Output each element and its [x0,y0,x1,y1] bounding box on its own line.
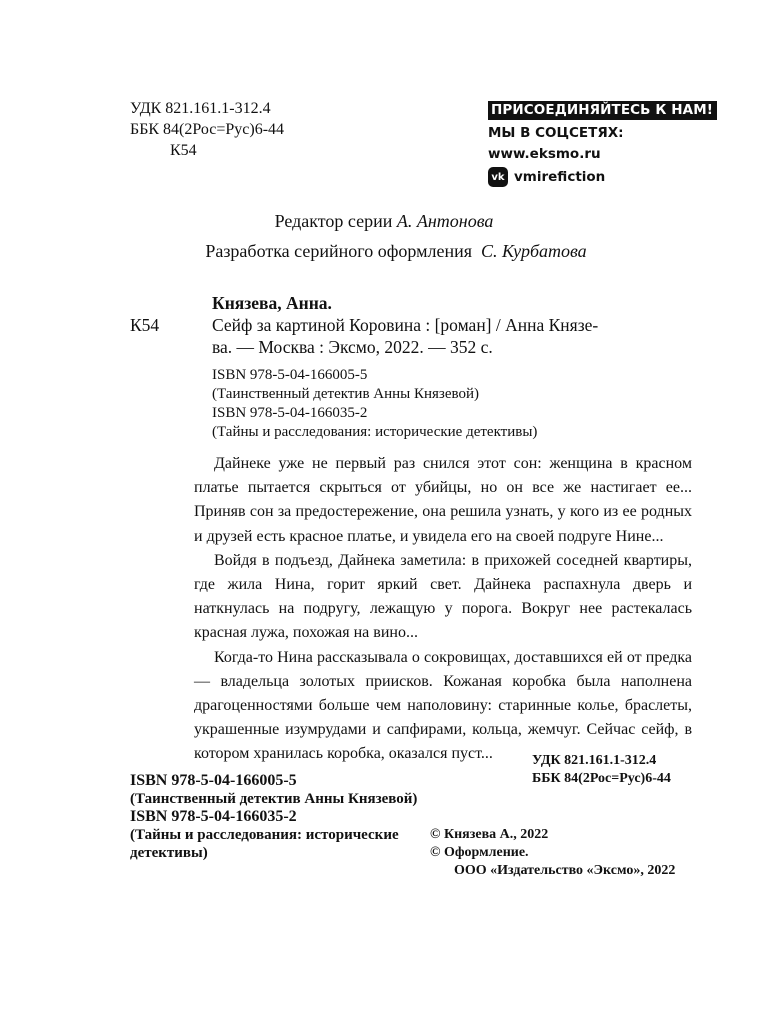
bibliographic-line-2: ва. — Москва : Эксмо, 2022. — 352 с. [212,337,493,357]
classification-repeat [532,752,671,788]
author-mark: К54 [170,142,197,159]
annotation-paragraph-2: Войдя в подъезд, Дайнека заметила: в прихожей соседней квартиры, где жила Нина, горит яркий свет. Дайнека распахнула дверь и наткнулась на подругу, лежащую у порога. Вокруг нее растекалась красная лужа, похожая на вино... [194,551,692,642]
vk-handle: vmirefiction [514,169,606,185]
social-block [488,101,717,187]
series-editor-name: А. Антонова [396,211,494,231]
design-credit-label: Разработка серийного оформления [205,241,472,261]
bbk-code: ББК 84(2Рос=Рус)6-44 [130,121,285,138]
isbn-list [212,366,690,442]
website-link[interactable]: www.eksmo.ru [488,146,601,162]
copyright-block [430,826,692,880]
annotation-paragraph-1: Дайнеке уже не первый раз снился этот сон: женщина в красном платье пытается скрыться от убийцы, но он все же настигает ее... Приняв сон за предостережение, она решила узнать, у кого из ее родных и друзей есть красное платье, и увидела его на своей подруге Нине... [194,455,692,545]
bbk-code-repeat: ББК 84(2Рос=Рус)6-44 [532,771,671,786]
series-editor-line [0,211,768,232]
isbn-footer-1: ISBN 978-5-04-166005-5 [130,772,297,789]
copyright-publisher: ООО «Издательство «Эксмо», 2022 [454,863,676,878]
copyright-author: © Князева А., 2022 [430,827,549,842]
author-heading: Князева, Анна. [212,293,332,313]
copyright-design: © Оформление. [430,845,529,860]
series-editor-label: Редактор серии [274,211,393,231]
bibliographic-text [212,314,690,358]
annotation [194,452,692,767]
bibliographic-row [130,314,690,358]
bibliographic-entry [130,292,690,442]
design-credit-name: С. Курбатова [481,241,587,261]
vk-link[interactable] [488,167,717,187]
annotation-paragraph-3: Когда-то Нина рассказывала о сокровищах, доставшихся ей от предка — владельца золотых приисков. Кожаная коробка была наполнена драгоценностями больше чем наполовину: старинные колье, браслеты, украшенные изумрудами и сапфирами, кольца, жемчуг. Сейчас сейф, в котором хранилась коробка, оказался пуст... [194,648,692,763]
bibliographic-line-1: Сейф за картиной Коровина : [роман] / Анна Князе- [212,315,599,335]
isbn-footer [130,772,420,862]
bibliographic-code: К54 [130,315,160,335]
isbn-1-series: (Таинственный детектив Анны Князевой) [212,386,480,402]
isbn-footer-series-1: (Таинственный детектив Анны Князевой) [130,791,418,807]
classification-block [130,98,284,161]
isbn-1: ISBN 978-5-04-166005-5 [212,367,368,383]
social-subtitle: МЫ В СОЦСЕТЯХ: [488,125,624,141]
udk-code: УДК 821.161.1-312.4 [130,100,271,117]
isbn-2-series: (Тайны и расследования: исторические детективы) [212,424,538,440]
isbn-footer-2: ISBN 978-5-04-166035-2 [130,808,297,825]
join-us-badge: ПРИСОЕДИНЯЙТЕСЬ К НАМ! [488,101,717,120]
vk-icon: vk [488,167,508,187]
isbn-footer-series-2: (Тайны и расследования: исторические детективы) [130,827,399,861]
isbn-2: ISBN 978-5-04-166035-2 [212,405,368,421]
udk-code-repeat: УДК 821.161.1-312.4 [532,753,657,768]
design-credit-line [12,241,768,262]
